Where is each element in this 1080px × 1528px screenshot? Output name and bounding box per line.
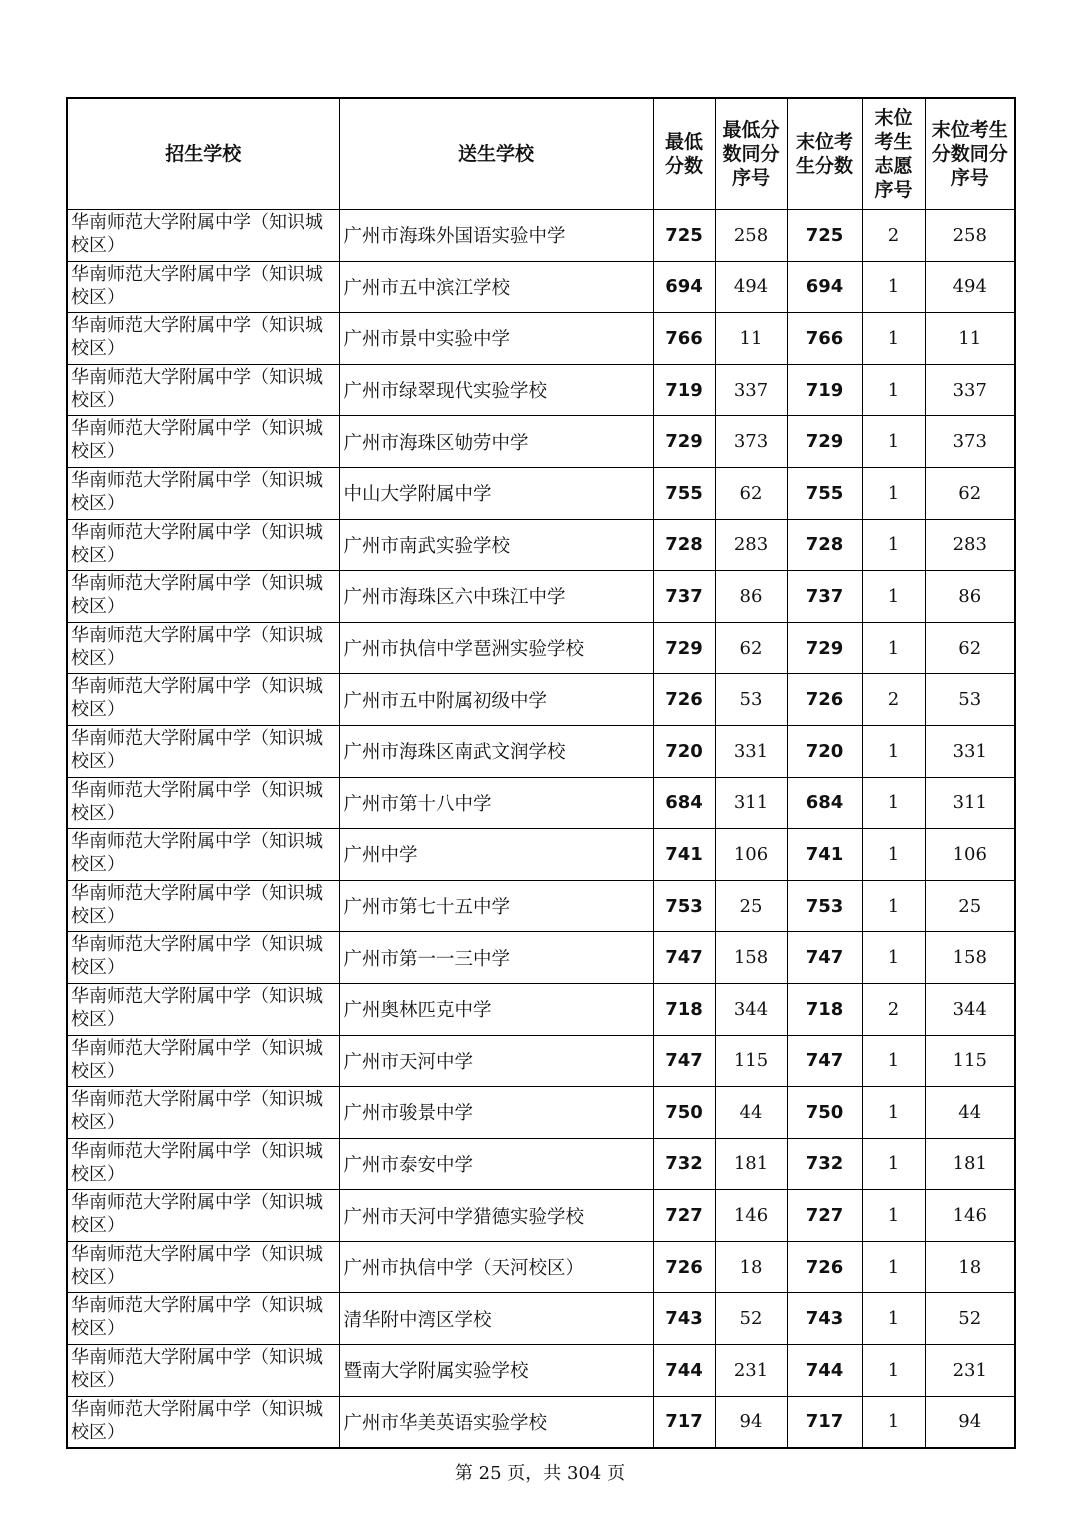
min-score-tie-rank-cell: 115	[715, 1035, 787, 1087]
last-choice-rank-cell: 1	[862, 1087, 925, 1139]
last-score-cell: 747	[787, 932, 862, 984]
last-score-cell: 727	[787, 1190, 862, 1242]
sending-school-cell: 广州市执信中学琶洲实验学校	[339, 622, 653, 674]
last-choice-rank-cell: 1	[862, 1396, 925, 1448]
last-score-tie-rank-cell: 25	[925, 880, 1015, 932]
recruiting-school-cell: 华南师范大学附属中学（知识城校区）	[67, 1190, 339, 1242]
last-choice-rank-cell: 1	[862, 1241, 925, 1293]
sending-school-cell: 广州市天河中学	[339, 1035, 653, 1087]
sending-school-cell: 中山大学附属中学	[339, 467, 653, 519]
table-row	[67, 1241, 1015, 1293]
last-score-tie-rank-cell: 106	[925, 829, 1015, 881]
recruiting-school-cell: 华南师范大学附属中学（知识城校区）	[67, 1396, 339, 1448]
sending-school-cell: 广州市天河中学猎德实验学校	[339, 1190, 653, 1242]
sending-school-cell: 广州市泰安中学	[339, 1138, 653, 1190]
last-choice-rank-cell: 1	[862, 1345, 925, 1397]
recruiting-school-cell: 华南师范大学附属中学（知识城校区）	[67, 1087, 339, 1139]
sending-school-cell: 广州市海珠区南武文润学校	[339, 725, 653, 777]
table-row	[67, 467, 1015, 519]
last-score-cell: 729	[787, 622, 862, 674]
table-row	[67, 210, 1015, 262]
recruiting-school-cell: 华南师范大学附属中学（知识城校区）	[67, 622, 339, 674]
min-score-tie-rank-cell: 494	[715, 261, 787, 313]
recruiting-school-cell: 华南师范大学附属中学（知识城校区）	[67, 416, 339, 468]
last-score-cell: 744	[787, 1345, 862, 1397]
min-score-cell: 755	[653, 467, 715, 519]
sending-school-cell: 广州市执信中学（天河校区）	[339, 1241, 653, 1293]
last-score-tie-rank-cell: 62	[925, 467, 1015, 519]
last-score-cell: 755	[787, 467, 862, 519]
table-row	[67, 1087, 1015, 1139]
min-score-tie-rank-cell: 18	[715, 1241, 787, 1293]
min-score-tie-rank-cell: 337	[715, 364, 787, 416]
last-choice-rank-cell: 2	[862, 983, 925, 1035]
recruiting-school-cell: 华南师范大学附属中学（知识城校区）	[67, 1241, 339, 1293]
last-score-tie-rank-cell: 115	[925, 1035, 1015, 1087]
min-score-cell: 719	[653, 364, 715, 416]
min-score-cell: 737	[653, 571, 715, 623]
min-score-tie-rank-cell: 106	[715, 829, 787, 881]
sending-school-cell: 广州市第十八中学	[339, 777, 653, 829]
min-score-tie-rank-cell: 62	[715, 467, 787, 519]
last-score-cell: 720	[787, 725, 862, 777]
table-row	[67, 932, 1015, 984]
last-score-tie-rank-cell: 62	[925, 622, 1015, 674]
last-score-tie-rank-cell: 331	[925, 725, 1015, 777]
table-row	[67, 571, 1015, 623]
last-score-cell: 732	[787, 1138, 862, 1190]
page-number: 第 25 页，共 304 页	[454, 1463, 626, 1484]
min-score-cell: 750	[653, 1087, 715, 1139]
table-row	[67, 983, 1015, 1035]
recruiting-school-cell: 华南师范大学附属中学（知识城校区）	[67, 1035, 339, 1087]
last-choice-rank-cell: 1	[862, 932, 925, 984]
last-choice-rank-cell: 1	[862, 519, 925, 571]
min-score-tie-rank-cell: 344	[715, 983, 787, 1035]
last-choice-rank-cell: 1	[862, 313, 925, 365]
last-choice-rank-cell: 1	[862, 364, 925, 416]
min-score-tie-rank-cell: 158	[715, 932, 787, 984]
sending-school-cell: 广州市海珠区六中珠江中学	[339, 571, 653, 623]
recruiting-school-cell: 华南师范大学附属中学（知识城校区）	[67, 1138, 339, 1190]
table-row	[67, 416, 1015, 468]
last-score-tie-rank-cell: 18	[925, 1241, 1015, 1293]
min-score-cell: 720	[653, 725, 715, 777]
recruiting-school-cell: 华南师范大学附属中学（知识城校区）	[67, 777, 339, 829]
min-score-cell: 747	[653, 932, 715, 984]
min-score-cell: 725	[653, 210, 715, 262]
recruiting-school-cell: 华南师范大学附属中学（知识城校区）	[67, 313, 339, 365]
last-choice-rank-cell: 1	[862, 467, 925, 519]
header-last-score: 末位考生分数	[787, 98, 862, 210]
header-row	[67, 98, 1015, 210]
last-score-cell: 725	[787, 210, 862, 262]
header-recruiting-school: 招生学校	[67, 98, 339, 210]
table-row	[67, 1138, 1015, 1190]
last-score-tie-rank-cell: 283	[925, 519, 1015, 571]
last-score-tie-rank-cell: 181	[925, 1138, 1015, 1190]
last-choice-rank-cell: 1	[862, 416, 925, 468]
table-row	[67, 261, 1015, 313]
last-score-cell: 684	[787, 777, 862, 829]
last-score-tie-rank-cell: 311	[925, 777, 1015, 829]
recruiting-school-cell: 华南师范大学附属中学（知识城校区）	[67, 571, 339, 623]
min-score-cell: 726	[653, 674, 715, 726]
min-score-tie-rank-cell: 86	[715, 571, 787, 623]
min-score-cell: 727	[653, 1190, 715, 1242]
last-score-cell: 753	[787, 880, 862, 932]
sending-school-cell: 广州市海珠区劬劳中学	[339, 416, 653, 468]
header-sending-school: 送生学校	[339, 98, 653, 210]
last-score-cell: 766	[787, 313, 862, 365]
last-score-tie-rank-cell: 86	[925, 571, 1015, 623]
min-score-cell: 732	[653, 1138, 715, 1190]
last-score-cell: 717	[787, 1396, 862, 1448]
sending-school-cell: 广州市骏景中学	[339, 1087, 653, 1139]
sending-school-cell: 广州市五中附属初级中学	[339, 674, 653, 726]
last-choice-rank-cell: 2	[862, 674, 925, 726]
min-score-tie-rank-cell: 331	[715, 725, 787, 777]
last-score-tie-rank-cell: 11	[925, 313, 1015, 365]
sending-school-cell: 广州市景中实验中学	[339, 313, 653, 365]
min-score-tie-rank-cell: 62	[715, 622, 787, 674]
last-score-cell: 729	[787, 416, 862, 468]
sending-school-cell: 广州市华美英语实验学校	[339, 1396, 653, 1448]
table-row	[67, 880, 1015, 932]
last-score-cell: 728	[787, 519, 862, 571]
table-row	[67, 674, 1015, 726]
min-score-cell: 743	[653, 1293, 715, 1345]
last-choice-rank-cell: 1	[862, 880, 925, 932]
min-score-cell: 741	[653, 829, 715, 881]
min-score-cell: 753	[653, 880, 715, 932]
recruiting-school-cell: 华南师范大学附属中学（知识城校区）	[67, 1345, 339, 1397]
recruiting-school-cell: 华南师范大学附属中学（知识城校区）	[67, 261, 339, 313]
last-choice-rank-cell: 1	[862, 1138, 925, 1190]
recruiting-school-cell: 华南师范大学附属中学（知识城校区）	[67, 932, 339, 984]
sending-school-cell: 广州市第一一三中学	[339, 932, 653, 984]
sending-school-cell: 暨南大学附属实验学校	[339, 1345, 653, 1397]
recruiting-school-cell: 华南师范大学附属中学（知识城校区）	[67, 674, 339, 726]
last-score-tie-rank-cell: 52	[925, 1293, 1015, 1345]
table-row	[67, 519, 1015, 571]
last-choice-rank-cell: 1	[862, 725, 925, 777]
table-row	[67, 1190, 1015, 1242]
last-score-tie-rank-cell: 94	[925, 1396, 1015, 1448]
last-score-cell: 737	[787, 571, 862, 623]
header-last-choice-rank: 末位考生志愿序号	[862, 98, 925, 210]
last-choice-rank-cell: 1	[862, 261, 925, 313]
recruiting-school-cell: 华南师范大学附属中学（知识城校区）	[67, 1293, 339, 1345]
recruiting-school-cell: 华南师范大学附属中学（知识城校区）	[67, 880, 339, 932]
recruiting-school-cell: 华南师范大学附属中学（知识城校区）	[67, 983, 339, 1035]
last-choice-rank-cell: 1	[862, 829, 925, 881]
min-score-cell: 744	[653, 1345, 715, 1397]
table-row	[67, 1035, 1015, 1087]
last-score-tie-rank-cell: 44	[925, 1087, 1015, 1139]
last-score-cell: 726	[787, 1241, 862, 1293]
recruiting-school-cell: 华南师范大学附属中学（知识城校区）	[67, 364, 339, 416]
min-score-tie-rank-cell: 311	[715, 777, 787, 829]
last-score-tie-rank-cell: 344	[925, 983, 1015, 1035]
min-score-tie-rank-cell: 146	[715, 1190, 787, 1242]
last-score-tie-rank-cell: 373	[925, 416, 1015, 468]
recruiting-school-cell: 华南师范大学附属中学（知识城校区）	[67, 467, 339, 519]
sending-school-cell: 广州市第七十五中学	[339, 880, 653, 932]
min-score-tie-rank-cell: 52	[715, 1293, 787, 1345]
min-score-tie-rank-cell: 373	[715, 416, 787, 468]
last-score-cell: 741	[787, 829, 862, 881]
min-score-cell: 766	[653, 313, 715, 365]
last-score-cell: 747	[787, 1035, 862, 1087]
sending-school-cell: 广州市绿翠现代实验学校	[339, 364, 653, 416]
last-choice-rank-cell: 1	[862, 622, 925, 674]
min-score-cell: 718	[653, 983, 715, 1035]
last-score-cell: 743	[787, 1293, 862, 1345]
min-score-cell: 694	[653, 261, 715, 313]
last-score-tie-rank-cell: 53	[925, 674, 1015, 726]
min-score-cell: 729	[653, 416, 715, 468]
min-score-tie-rank-cell: 44	[715, 1087, 787, 1139]
sending-school-cell: 广州市海珠外国语实验中学	[339, 210, 653, 262]
recruiting-school-cell: 华南师范大学附属中学（知识城校区）	[67, 519, 339, 571]
recruiting-school-cell: 华南师范大学附属中学（知识城校区）	[67, 210, 339, 262]
min-score-cell: 684	[653, 777, 715, 829]
last-score-tie-rank-cell: 258	[925, 210, 1015, 262]
last-score-tie-rank-cell: 494	[925, 261, 1015, 313]
last-score-cell: 719	[787, 364, 862, 416]
last-choice-rank-cell: 1	[862, 571, 925, 623]
last-score-cell: 694	[787, 261, 862, 313]
table-row	[67, 1345, 1015, 1397]
header-min-score: 最低分数	[653, 98, 715, 210]
sending-school-cell: 广州市南武实验学校	[339, 519, 653, 571]
table-row	[67, 829, 1015, 881]
table-row	[67, 364, 1015, 416]
last-score-cell: 750	[787, 1087, 862, 1139]
last-choice-rank-cell: 1	[862, 1035, 925, 1087]
header-last-score-tie-rank: 末位考生分数同分序号	[925, 98, 1015, 210]
table-row	[67, 313, 1015, 365]
min-score-cell: 728	[653, 519, 715, 571]
table-row	[67, 1293, 1015, 1345]
sending-school-cell: 广州奥林匹克中学	[339, 983, 653, 1035]
table-body	[67, 210, 1015, 1449]
min-score-tie-rank-cell: 283	[715, 519, 787, 571]
min-score-cell: 747	[653, 1035, 715, 1087]
table-row	[67, 1396, 1015, 1448]
min-score-tie-rank-cell: 258	[715, 210, 787, 262]
last-choice-rank-cell: 1	[862, 777, 925, 829]
last-choice-rank-cell: 2	[862, 210, 925, 262]
min-score-cell: 717	[653, 1396, 715, 1448]
last-score-tie-rank-cell: 231	[925, 1345, 1015, 1397]
header-min-score-tie-rank: 最低分数同分序号	[715, 98, 787, 210]
min-score-cell: 726	[653, 1241, 715, 1293]
min-score-tie-rank-cell: 11	[715, 313, 787, 365]
min-score-cell: 729	[653, 622, 715, 674]
min-score-tie-rank-cell: 231	[715, 1345, 787, 1397]
last-score-cell: 718	[787, 983, 862, 1035]
last-score-tie-rank-cell: 158	[925, 932, 1015, 984]
last-choice-rank-cell: 1	[862, 1293, 925, 1345]
recruiting-school-cell: 华南师范大学附属中学（知识城校区）	[67, 829, 339, 881]
last-score-cell: 726	[787, 674, 862, 726]
sending-school-cell: 广州中学	[339, 829, 653, 881]
table-row	[67, 725, 1015, 777]
table-row	[67, 777, 1015, 829]
min-score-tie-rank-cell: 94	[715, 1396, 787, 1448]
last-score-tie-rank-cell: 337	[925, 364, 1015, 416]
min-score-tie-rank-cell: 25	[715, 880, 787, 932]
table-row	[67, 622, 1015, 674]
min-score-tie-rank-cell: 53	[715, 674, 787, 726]
recruiting-school-cell: 华南师范大学附属中学（知识城校区）	[67, 725, 339, 777]
last-score-tie-rank-cell: 146	[925, 1190, 1015, 1242]
sending-school-cell: 清华附中湾区学校	[339, 1293, 653, 1345]
admissions-table	[66, 97, 1016, 1449]
min-score-tie-rank-cell: 181	[715, 1138, 787, 1190]
sending-school-cell: 广州市五中滨江学校	[339, 261, 653, 313]
last-choice-rank-cell: 1	[862, 1190, 925, 1242]
